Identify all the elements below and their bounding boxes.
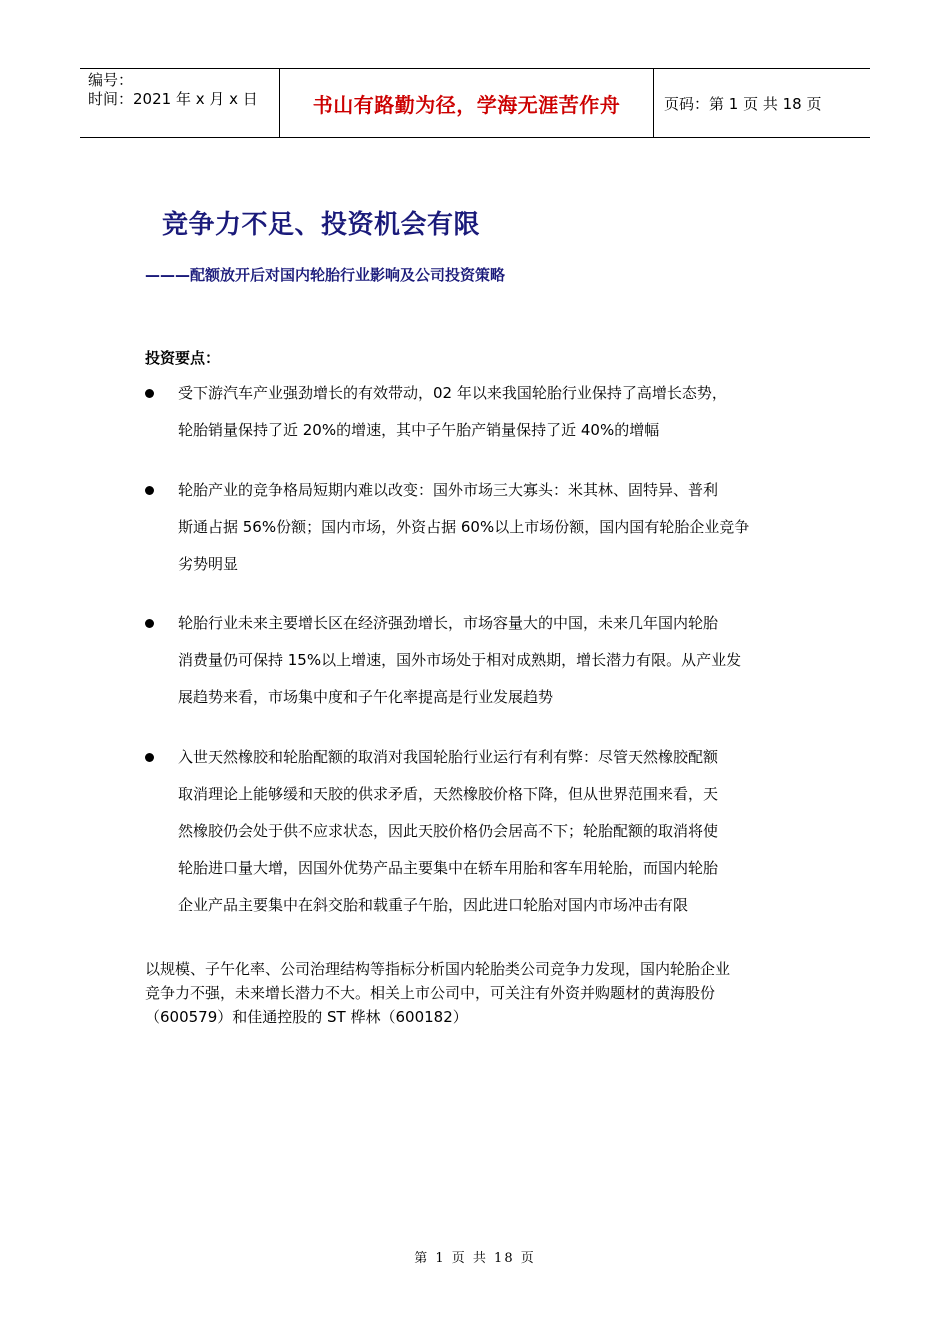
bullet-line: 轮胎进口量大增，因国外优势产品主要集中在轿车用胎和客车用轮胎，而国内轮胎 [178, 859, 719, 877]
header-meta [80, 69, 280, 137]
bullet-line: 斯通占据 56%份额；国内市场，外资占据 60%以上市场份额，国内国有轮胎企业竞争 [178, 518, 750, 536]
document-time-label: 时间：2021 年 x 月 x 日 [88, 90, 258, 108]
conclusion-line: 竞争力不强，未来增长潜力不大。相关上市公司中，可关注有外资并购题材的黄海股份 [145, 984, 716, 1002]
bullet-line: 劣势明显 [178, 555, 239, 573]
bullet-dot-icon [145, 486, 154, 495]
section-label-key-points: 投资要点： [145, 349, 221, 367]
document-title: 竞争力不足、投资机会有限 [162, 210, 481, 240]
bullet-line: 然橡胶仍会处于供不应求状态，因此天胶价格仍会居高不下；轮胎配额的取消将使 [178, 822, 719, 840]
bullet-line: 受下游汽车产业强劲增长的有效带动，02 年以来我国轮胎行业保持了高增长态势， [178, 384, 727, 402]
bullet-line: 轮胎销量保持了近 20%的增速，其中子午胎产销量保持了近 40%的增幅 [178, 421, 660, 439]
conclusion-line: 以规模、子午化率、公司治理结构等指标分析国内轮胎类公司竞争力发现，国内轮胎企业 [145, 960, 731, 978]
header-page-info: 页码：第 1 页 共 18 页 [664, 94, 822, 113]
bullet-line: 展趋势来看，市场集中度和子午化率提高是行业发展趋势 [178, 688, 554, 706]
document-subtitle: ———配额放开后对国内轮胎行业影响及公司投资策略 [145, 266, 506, 284]
bullet-line: 取消理论上能够缓和天胶的供求矛盾，天然橡胶价格下降，但从世界范围来看，天 [178, 785, 719, 803]
bullet-line: 企业产品主要集中在斜交胎和载重子午胎，因此进口轮胎对国内市场冲击有限 [178, 896, 689, 914]
document-number-label: 编号： [88, 71, 134, 89]
bullet-dot-icon [145, 389, 154, 398]
bullet-line: 轮胎产业的竞争格局短期内难以改变：国外市场三大寡头：米其林、固特异、普利 [178, 481, 719, 499]
bullet-dot-icon [145, 753, 154, 762]
conclusion-paragraph [145, 957, 825, 1029]
conclusion-line: （600579）和佳通控股的 ST 桦林（600182） [145, 1008, 468, 1026]
document-header [80, 68, 870, 138]
bullet-dot-icon [145, 619, 154, 628]
bullet-line: 消费量仍可保持 15%以上增速，国外市场处于相对成熟期，增长潜力有限。从产业发 [178, 651, 742, 669]
bullet-line: 入世天然橡胶和轮胎配额的取消对我国轮胎行业运行有利有弊：尽管天然橡胶配额 [178, 748, 719, 766]
header-motto: 书山有路勤为径，学海无涯苦作舟 [280, 69, 654, 137]
page-footer: 第 1 页 共 18 页 [414, 1251, 536, 1266]
bullet-line: 轮胎行业未来主要增长区在经济强劲增长，市场容量大的中国，未来几年国内轮胎 [178, 614, 719, 632]
